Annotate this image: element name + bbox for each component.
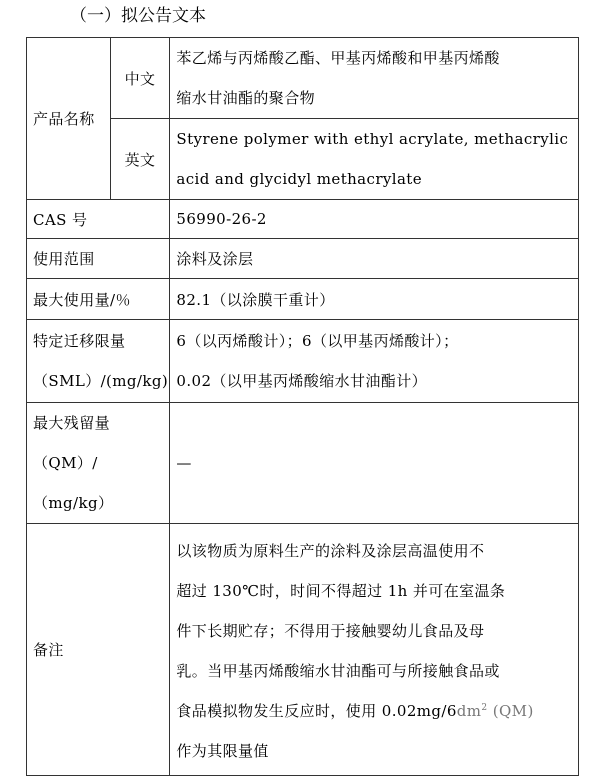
english-label: 英文 xyxy=(110,119,170,200)
row-product-name-en xyxy=(27,119,579,200)
sml-label-line2: （SML）/(mg/kg) xyxy=(33,372,169,390)
sml-value-line1: 6（以丙烯酸计）；6（以甲基丙烯酸计）； xyxy=(176,332,459,350)
english-name-value xyxy=(170,119,579,200)
english-name-line1: Styrene polymer with ethyl acrylate, methacrylic xyxy=(176,130,569,148)
qm-label-line2: （QM）/（mg/kg） xyxy=(33,454,114,512)
remarks-line5-sup: 2 xyxy=(481,702,488,713)
announcement-table xyxy=(26,37,579,776)
chinese-name-line1: 苯乙烯与丙烯酸乙酯、甲基丙烯酸和甲基丙烯酸 xyxy=(176,49,500,67)
chinese-name-value xyxy=(170,38,579,119)
sml-value-line2: 0.02（以甲基丙烯酸缩水甘油酯计） xyxy=(176,372,427,390)
section-heading: （一）拟公告文本 xyxy=(70,6,206,26)
product-name-label: 产品名称 xyxy=(27,38,111,200)
sml-label xyxy=(27,320,170,403)
remarks-line5-unit: dm xyxy=(456,701,482,720)
row-cas xyxy=(27,200,579,239)
remarks-line5-text: 食品模拟物发生反应时，使用 0.02mg/6 xyxy=(176,701,457,720)
remarks-line4: 乳。当甲基丙烯酸缩水甘油酯可与所接触食品或 xyxy=(176,661,500,680)
row-remarks xyxy=(27,524,579,776)
english-name-line2: acid and glycidyl methacrylate xyxy=(176,170,423,188)
row-scope xyxy=(27,239,579,279)
qm-label-line1: 最大残留量 xyxy=(33,414,111,432)
sml-label-line1: 特定迁移限量 xyxy=(33,332,126,350)
remarks-label: 备注 xyxy=(27,524,170,776)
remarks-line3: 件下长期贮存；不得用于接触婴幼儿食品及母 xyxy=(176,621,485,640)
max-usage-value: 82.1（以涂膜干重计） xyxy=(170,279,579,320)
qm-label xyxy=(27,403,170,524)
sml-value xyxy=(170,320,579,403)
remarks-line2: 超过 130℃时，时间不得超过 1h 并可在室温条 xyxy=(176,581,506,600)
remarks-line5-tail: (QM) xyxy=(487,701,534,720)
max-usage-label: 最大使用量/％ xyxy=(27,279,170,320)
cas-value: 56990-26-2 xyxy=(170,200,579,239)
qm-value: — xyxy=(170,403,579,524)
remarks-line5 xyxy=(176,691,572,731)
remarks-value xyxy=(170,524,579,776)
scope-label: 使用范围 xyxy=(27,239,170,279)
remarks-line1: 以该物质为原料生产的涂料及涂层高温使用不 xyxy=(176,541,485,560)
cas-label: CAS 号 xyxy=(27,200,170,239)
remarks-line6: 作为其限量值 xyxy=(176,741,269,760)
chinese-label: 中文 xyxy=(110,38,170,119)
chinese-name-line2: 缩水甘油酯的聚合物 xyxy=(176,89,315,107)
row-max-usage xyxy=(27,279,579,320)
row-product-name-zh xyxy=(27,38,579,119)
row-sml xyxy=(27,320,579,403)
row-qm xyxy=(27,403,579,524)
scope-value: 涂料及涂层 xyxy=(170,239,579,279)
